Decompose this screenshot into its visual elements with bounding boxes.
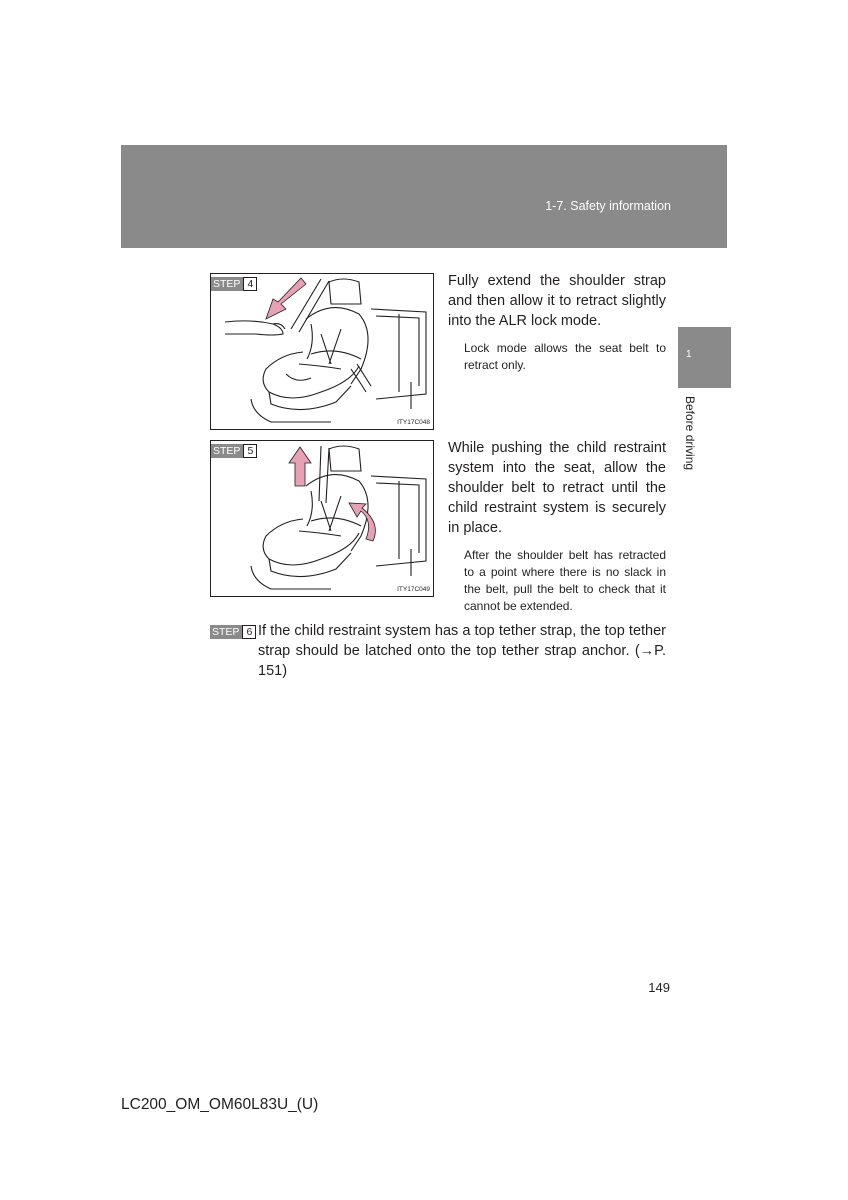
document-code: LC200_OM_OM60L83U_(U) (121, 1096, 319, 1113)
header-band (121, 145, 727, 248)
step-label: STEP (211, 444, 243, 458)
step-number: 5 (243, 444, 257, 458)
step4-note: Lock mode allows the seat belt to retract only. (464, 341, 666, 372)
step5-text: While pushing the child restraint system into the seat, allow the shoulder belt to retract until the child restraint system is securely in place. (448, 440, 666, 536)
figure-code: ITY17C049 (397, 586, 430, 593)
step6-text: If the child restraint system has a top tether strap, the top tether strap should be latched onto the top tether strap anchor. (→P. 151) (258, 623, 666, 679)
child-seat-drawing-1 (211, 274, 433, 429)
page-number: 149 (648, 980, 670, 995)
step-badge-6 (210, 625, 256, 639)
step5-illustration (210, 440, 434, 597)
figure-code: ITY17C048 (397, 419, 430, 426)
step-badge-5 (211, 444, 257, 458)
step4-illustration (210, 273, 434, 430)
step5-note: After the shoulder belt has retracted to a point where there is no slack in the belt, pull the belt to check that it cannot be extended. (464, 548, 666, 613)
chapter-label: Before driving (683, 396, 697, 471)
chapter-tab[interactable] (678, 327, 731, 388)
section-title: 1-7. Safety information (545, 199, 671, 213)
step-number: 6 (242, 625, 256, 639)
step-number: 4 (243, 277, 257, 291)
step4-text: Fully extend the shoulder strap and then allow it to retract slightly into the ALR lock mode. (448, 273, 666, 329)
step-badge-4 (211, 277, 257, 291)
chapter-number: 1 (686, 349, 692, 360)
step-label: STEP (210, 625, 242, 639)
step-label: STEP (211, 277, 243, 291)
child-seat-drawing-2 (211, 441, 433, 596)
